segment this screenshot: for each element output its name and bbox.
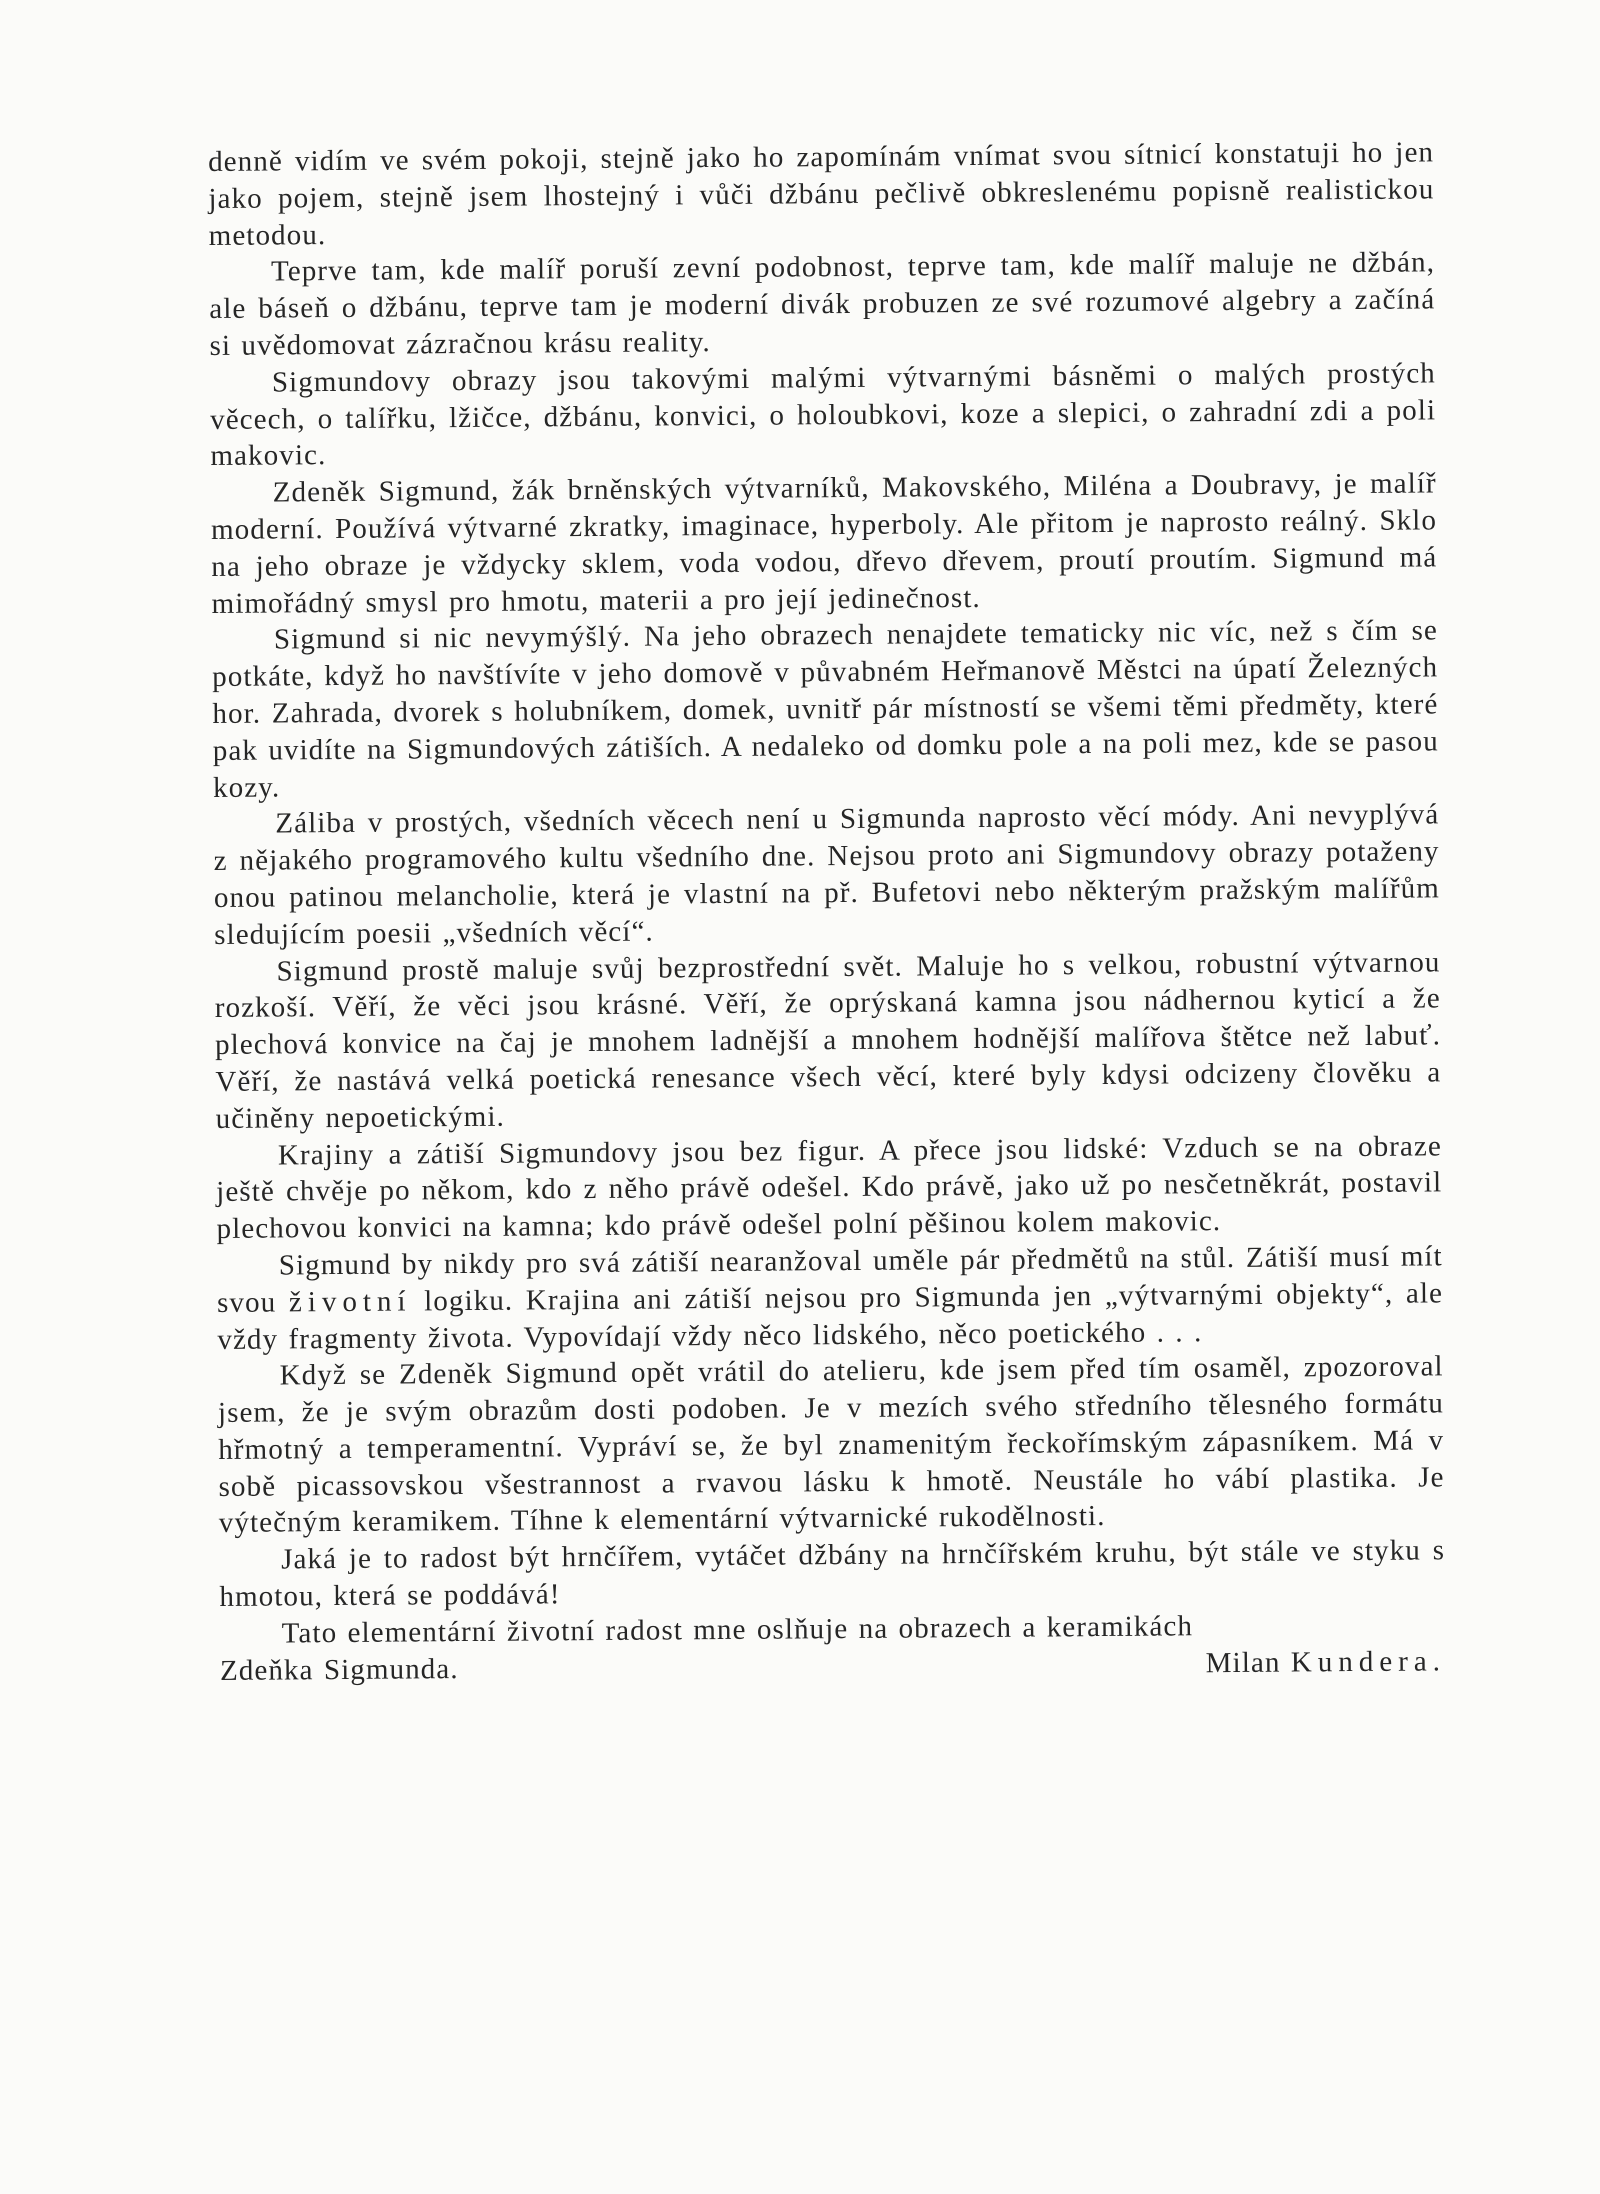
paragraph-6: Záliba v prostých, všedních věcech není u Sigmunda naprosto věcí módy. Ani nevyplývá z nějakého programového kultu všedního dne. Nejsou proto ani Sigmundovy obrazy potaženy onou patinou melancholie, která je vlastní na př. Bufetovi nebo některým pražským malířům sledujícím poesii „všedních věcí“. xyxy=(213,798,1441,951)
paragraph-5: Sigmund si nic nevymýšlý. Na jeho obrazech nenajdete tematicky nic víc, než s čím se potkáte, když ho navštívíte v jeho domově v půvabném Heřmanově Městci na úpatí Železných hor. Zahrada, dvorek s holubníkem, domek, uvnitř pár místností se všemi těmi předměty, které pak uvidíte na Sigmundových zátiších. A nedaleko od domku pole a na poli mez, kde se pasou kozy. xyxy=(212,614,1439,804)
paragraph-9 xyxy=(217,1238,1444,1358)
paragraph-4: Zdeněk Sigmund, žák brněnských výtvarníků, Makovského, Miléna a Doubravy, je malíř moderní. Používá výtvarné zkratky, imaginace, hyperboly. Ale přitom je naprosto reálný. Sklo na jeho obraze je vždycky sklem, voda vodou, dřevo dřevem, proutí proutím. Sigmund má mimořádný smysl pro hmotu, materii a pro její jedinečnost. xyxy=(210,467,1438,620)
paragraph-9-end: logiku. Krajina ani zátiší nejsou pro Sigmunda jen „výtvarnými objekty“, ale vždy fragmenty života. Vypovídají vždy něco lidského, něco poetického . . . xyxy=(217,1277,1444,1356)
author-signature xyxy=(1206,1643,1447,1682)
article-text xyxy=(208,134,1446,1689)
paragraph-1: denně vidím ve svém pokoji, stejně jako ho zapomínám vnímat svou sítnicí konstatuji ho jen jako pojem, stejně jsem lhostejný i vůči džbánu pečlivě obkreslenému popisně realistickou metodou. xyxy=(208,136,1435,252)
paragraph-11: Jaká je to radost být hrnčířem, vytáčet džbány na hrnčířském kruhu, být stále ve styku s hmotou, která se poddává! xyxy=(219,1534,1446,1614)
paragraph-2: Teprve tam, kde malíř poruší zevní podobnost, teprve tam, kde malíř maluje ne džbán, ale báseň o džbánu, teprve tam je moderní divák probuzen ze své rozumové algebry a začíná si uvědomovat zázračnou krásu reality. xyxy=(209,246,1436,362)
paragraph-7: Sigmund prostě maluje svůj bezprostřední svět. Maluje ho s velkou, robustní výtvarnou rozkoší. Věří, že věci jsou krásné. Věří, že oprýskaná kamna jsou nádhernou kyticí a že plechová konvice na čaj je mnohem ladnější a mnohem hodnější malířova štětce než labuť. Věří, že nastává velká poetická renesance všech věcí, které byly kdysi odcizeny člověku a učiněny nepoetickými. xyxy=(214,945,1442,1135)
spaced-word: životní xyxy=(288,1285,412,1319)
paragraph-3: Sigmundovy obrazy jsou takovými malými výtvarnými básněmi o malých prostých věcech, o talířku, lžičce, džbánu, konvici, o holoubkovi, koze a slepici, o zahradní zdi a poli makovic. xyxy=(210,357,1437,473)
author-first-name: Milan xyxy=(1205,1646,1281,1679)
closing-line: Zdeňka Sigmunda. xyxy=(219,1652,459,1687)
paragraph-12: Tato elementární životní radost mne oslňuje na obrazech a keramikách xyxy=(281,1610,1194,1650)
author-surname: Kundera. xyxy=(1290,1644,1447,1679)
paragraph-8: Krajiny a zátiší Sigmundovy jsou bez figur. A přece jsou lidské: Vzduch se na obraze ještě chvěje po někom, kdo z něho právě odešel. Kdo právě, jako už po nesčetněkrát, postavil plechovou konvici na kamna; kdo právě odešel polní pěšinou kolem makovic. xyxy=(216,1129,1443,1246)
paragraph-9-start: Sigmund by nikdy pro svá zátiší nearanžoval uměle pár předmětů na stůl. Zátiší musí mít svou xyxy=(216,1240,1443,1319)
paragraph-10: Když se Zdeněk Sigmund opět vrátil do atelieru, kde jsem před tím osaměl, zpozoroval jsem, že je svým obrazům dosti podoben. Je v mezích svého středního tělesného formátu hřmotný a temperamentní. Vypráví se, že byl znamenitým řeckořímským zápasníkem. Má v sobě picassovskou všestrannost a rvavou lásku k hmotě. Neustále ho vábí plastika. Je výtečným keramikem. Tíhne k elementární výtvarnické rukodělnosti. xyxy=(217,1350,1445,1540)
